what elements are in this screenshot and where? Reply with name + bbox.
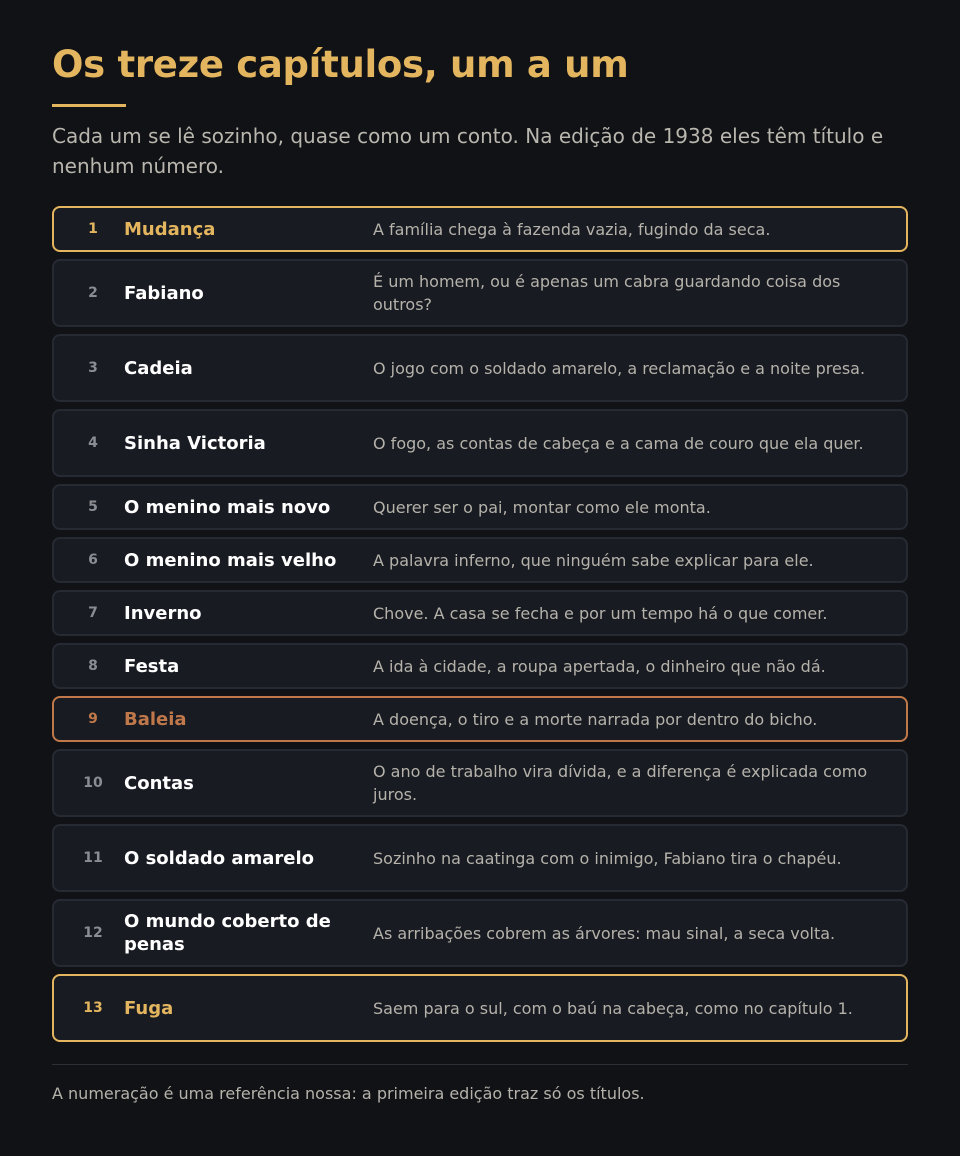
- chapter-row: [52, 259, 908, 327]
- chapter-title: Inverno: [124, 602, 202, 624]
- chapter-row: [52, 974, 908, 1042]
- chapter-description: O fogo, as contas de cabeça e a cama de couro que ela quer.: [373, 433, 864, 453]
- page-subtitle: Cada um se lê sozinho, quase como um conto. Na edição de 1938 eles têm título e nenhum número.: [52, 124, 884, 178]
- chapter-row: [52, 749, 908, 817]
- chapter-row: [52, 537, 908, 583]
- chapter-description: Querer ser o pai, montar como ele monta.: [373, 497, 711, 517]
- chapter-number: 2: [88, 285, 98, 301]
- chapter-title: Fabiano: [124, 282, 204, 304]
- chapter-title: Baleia: [124, 708, 187, 730]
- chapter-title: Fuga: [124, 997, 174, 1019]
- chapter-title: O mundo coberto de penas: [124, 911, 331, 955]
- chapter-number: 13: [83, 1000, 103, 1016]
- chapter-description: Saem para o sul, com o baú na cabeça, como no capítulo 1.: [373, 998, 853, 1018]
- chapter-number: 11: [83, 850, 103, 866]
- chapter-title: Sinha Victoria: [124, 432, 266, 454]
- chapter-title: O menino mais novo: [124, 496, 331, 518]
- chapter-title: O menino mais velho: [124, 549, 337, 571]
- chapter-row: [52, 484, 908, 530]
- chapter-description: O ano de trabalho vira dívida, e a diferença é explicada como juros.: [373, 762, 868, 804]
- chapter-row: [52, 334, 908, 402]
- chapter-description: Sozinho na caatinga com o inimigo, Fabiano tira o chapéu.: [373, 848, 842, 868]
- chapter-description: A família chega à fazenda vazia, fugindo da seca.: [373, 219, 771, 239]
- chapter-number: 3: [88, 360, 98, 376]
- chapter-title: Cadeia: [124, 357, 193, 379]
- chapter-row: [52, 590, 908, 636]
- chapter-number: 1: [88, 221, 98, 237]
- chapter-number: 5: [88, 499, 98, 515]
- chapter-number: 10: [83, 775, 103, 791]
- title-underline: [52, 104, 126, 107]
- chapter-description: A doença, o tiro e a morte narrada por dentro do bicho.: [373, 709, 818, 729]
- chapter-number: 4: [88, 435, 98, 451]
- chapter-title: Mudança: [124, 218, 216, 240]
- footer-divider: [52, 1064, 908, 1065]
- footer-note: A numeração é uma referência nossa: a primeira edição traz só os títulos.: [52, 1084, 645, 1103]
- chapter-number: 7: [88, 605, 98, 621]
- chapter-list: [52, 206, 908, 1049]
- chapter-row: [52, 824, 908, 892]
- chapter-description: As arribações cobrem as árvores: mau sinal, a seca volta.: [373, 923, 836, 943]
- chapter-title: Contas: [124, 772, 194, 794]
- chapter-row: [52, 206, 908, 252]
- chapter-row: [52, 899, 908, 967]
- chapter-number: 12: [83, 925, 103, 941]
- chapter-row: [52, 643, 908, 689]
- chapter-description: A ida à cidade, a roupa apertada, o dinheiro que não dá.: [373, 656, 826, 676]
- chapter-row: [52, 696, 908, 742]
- chapter-title: Festa: [124, 655, 180, 677]
- chapter-number: 6: [88, 552, 98, 568]
- chapter-description: Chove. A casa se fecha e por um tempo há o que comer.: [373, 603, 828, 623]
- chapter-number: 8: [88, 658, 98, 674]
- chapter-number: 9: [88, 711, 98, 727]
- chapter-title: O soldado amarelo: [124, 847, 315, 869]
- page-title: Os treze capítulos, um a um: [52, 43, 629, 86]
- chapter-description: A palavra inferno, que ninguém sabe explicar para ele.: [373, 550, 814, 570]
- chapter-description: O jogo com o soldado amarelo, a reclamação e a noite presa.: [373, 358, 866, 378]
- chapter-description: É um homem, ou é apenas um cabra guardando coisa dos outros?: [373, 272, 841, 314]
- chapter-row: [52, 409, 908, 477]
